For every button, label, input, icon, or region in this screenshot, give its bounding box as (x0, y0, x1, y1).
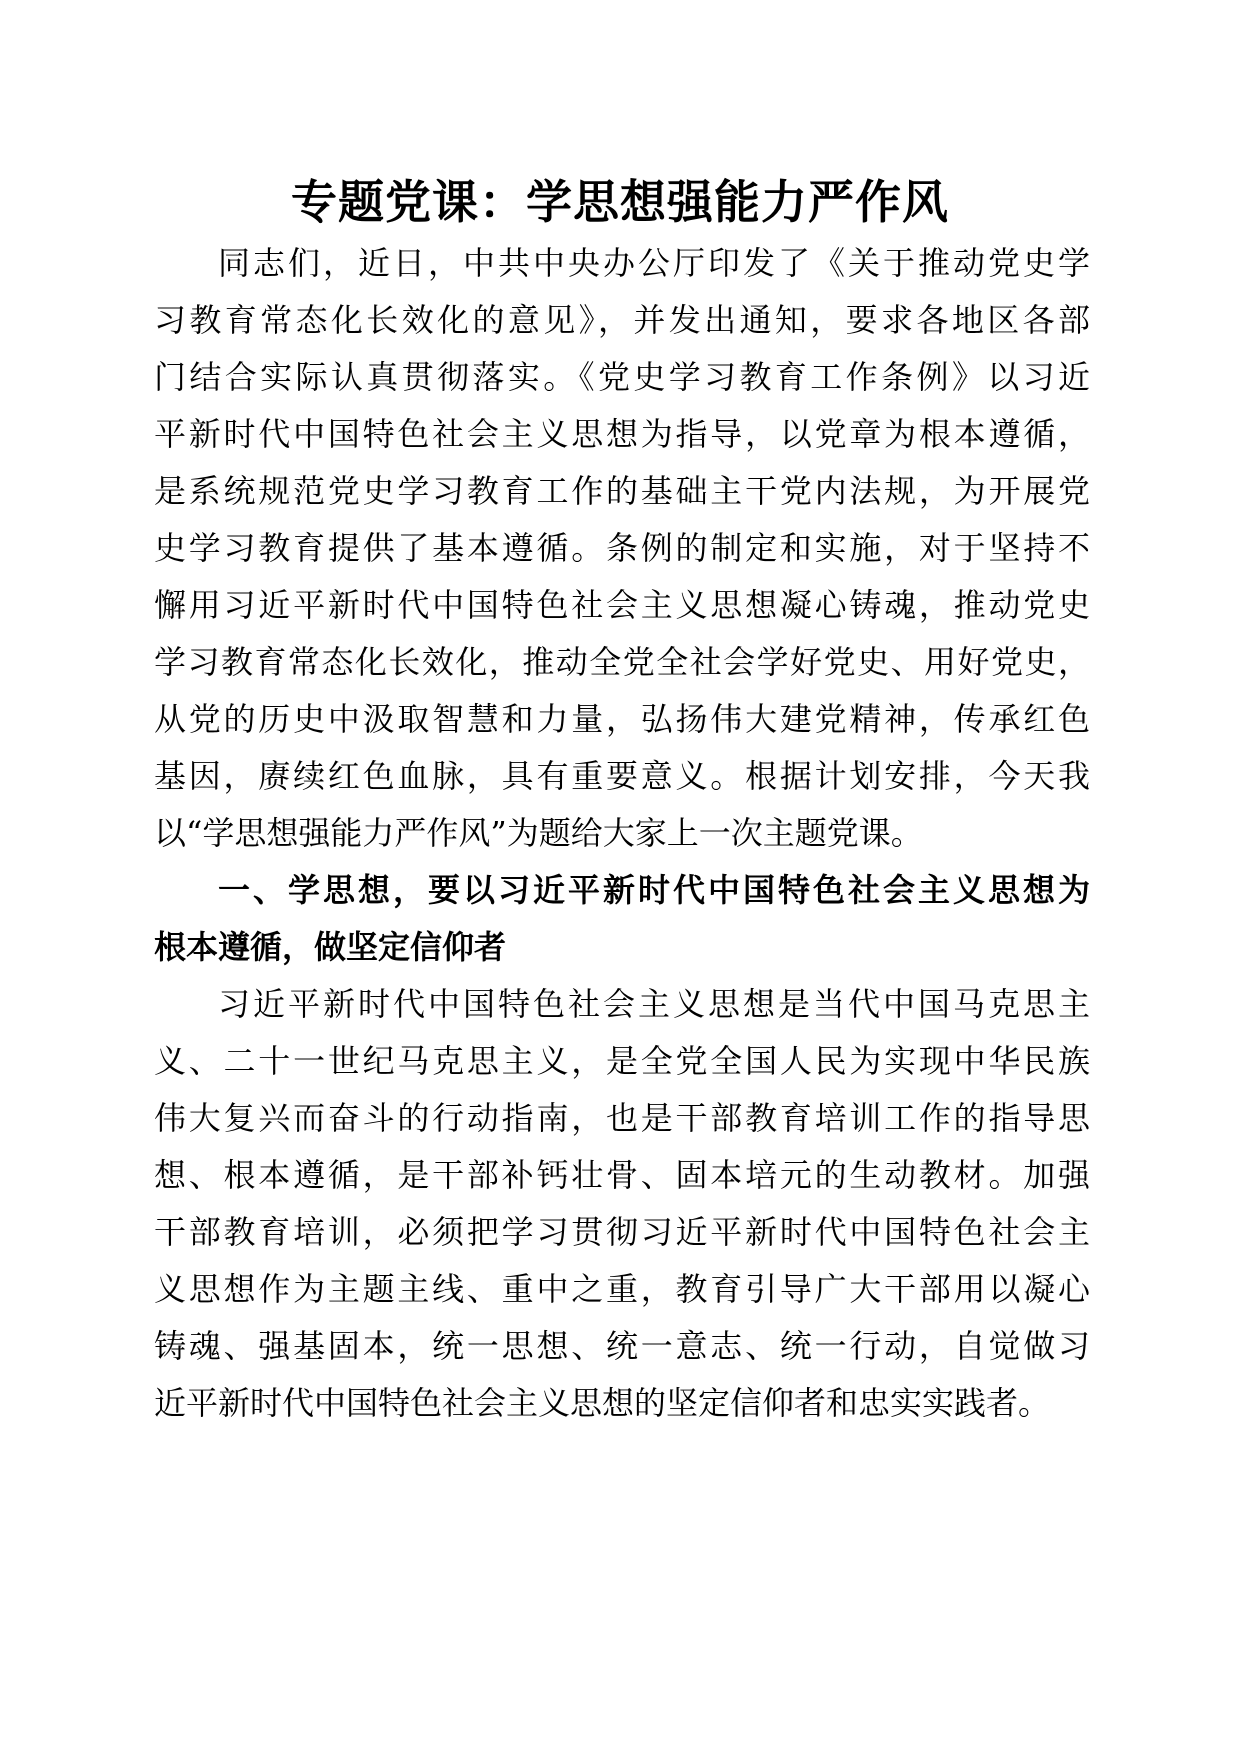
text-line: 门结合实际认真贯彻落实。《党史学习教育工作条例》以习近 (154, 358, 1090, 396)
text-line: 懈用习近平新时代中国特色社会主义思想凝心铸魂，推动党史 (154, 586, 1090, 624)
text-line: 同志们，近日，中共中央办公厅印发了《关于推动党史学 (218, 244, 1090, 282)
heading-line: 一、学思想，要以习近平新时代中国特色社会主义思想为 (218, 871, 1090, 909)
text-line: 铸魂、强基固本，统一思想、统一意志、统一行动，自觉做习 (154, 1327, 1090, 1365)
text-line: 义、二十一世纪马克思主义，是全党全国人民为实现中华民族 (154, 1042, 1090, 1080)
paragraph-intro (154, 235, 1090, 862)
section-heading-1 (154, 862, 1090, 976)
text-line: 从党的历史中汲取智慧和力量，弘扬伟大建党精神，传承红色 (154, 700, 1090, 738)
document-title: 专题党课：学思想强能力严作风 (291, 175, 949, 229)
text-line: 学习教育常态化长效化，推动全党全社会学好党史、用好党史， (154, 643, 1090, 681)
text-line: 义思想作为主题主线、重中之重，教育引导广大干部用以凝心 (154, 1270, 1090, 1308)
text-line: 伟大复兴而奋斗的行动指南，也是干部教育培训工作的指导思 (154, 1099, 1090, 1137)
text-line: 史学习教育提供了基本遵循。条例的制定和实施，对于坚持不 (154, 529, 1090, 567)
text-line: 近平新时代中国特色社会主义思想的坚定信仰者和忠实实践者。 (154, 1384, 1051, 1422)
heading-line: 根本遵循，做坚定信仰者 (154, 928, 507, 966)
text-line: 习近平新时代中国特色社会主义思想是当代中国马克思主 (218, 985, 1090, 1023)
text-line: 以“学思想强能力严作风”为题给大家上一次主题党课。 (154, 814, 923, 852)
text-line: 基因，赓续红色血脉，具有重要意义。根据计划安排，今天我 (154, 757, 1090, 795)
text-line: 是系统规范党史学习教育工作的基础主干党内法规，为开展党 (154, 472, 1090, 510)
text-line: 想、根本遵循，是干部补钙壮骨、固本培元的生动教材。加强 (154, 1156, 1090, 1194)
text-line: 干部教育培训，必须把学习贯彻习近平新时代中国特色社会主 (154, 1213, 1090, 1251)
paragraph-section-1 (154, 976, 1090, 1432)
text-line: 习教育常态化长效化的意见》，并发出通知，要求各地区各部 (154, 301, 1090, 339)
text-line: 平新时代中国特色社会主义思想为指导，以党章为根本遵循， (154, 415, 1090, 453)
